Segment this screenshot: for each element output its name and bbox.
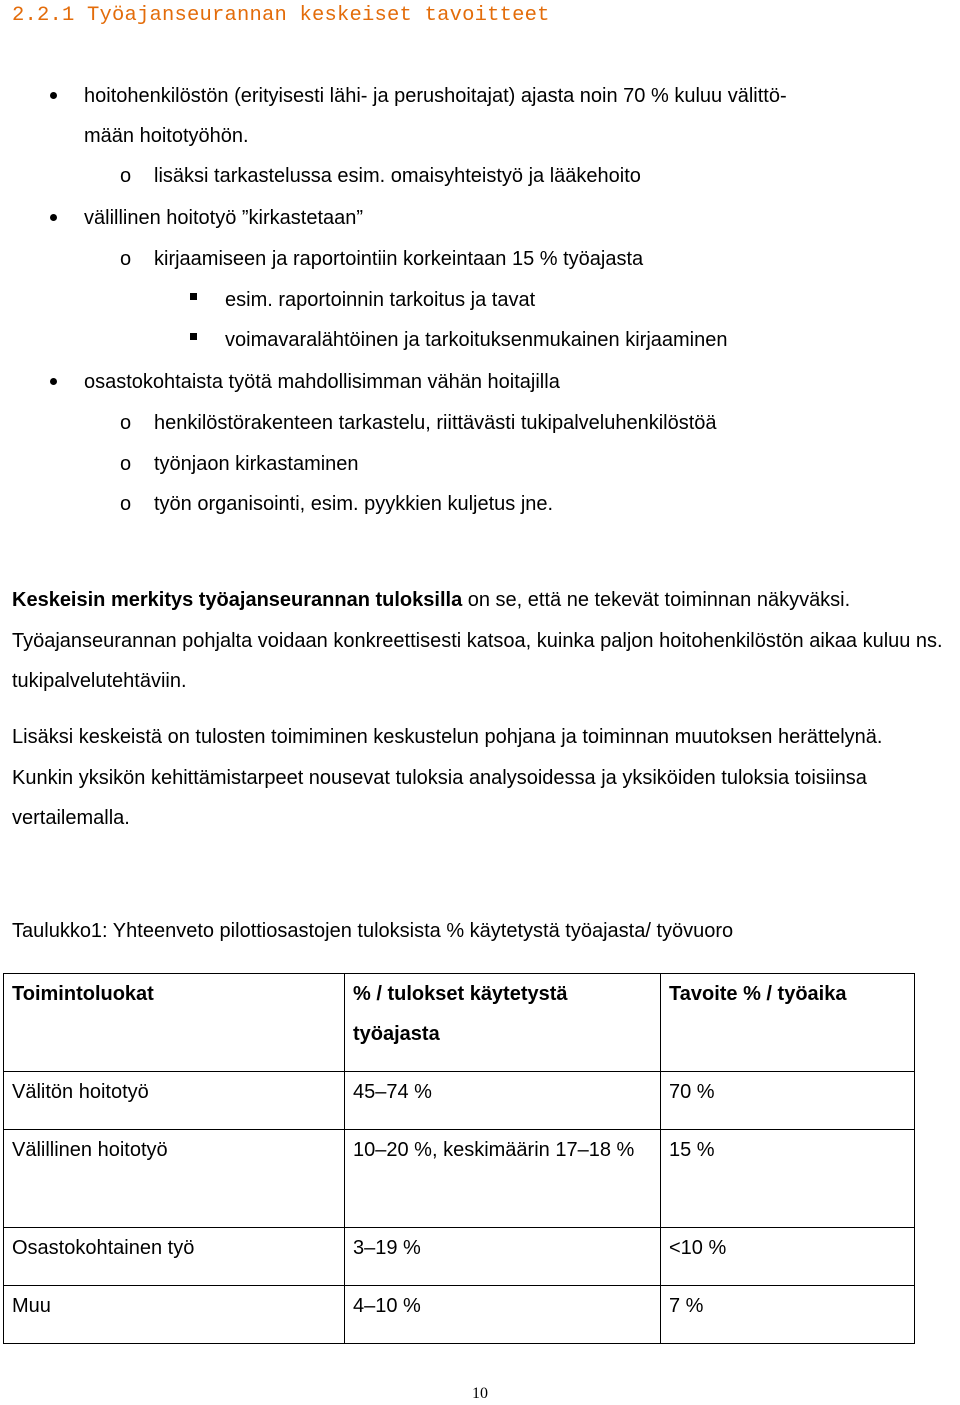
summary-table <box>3 973 915 1344</box>
table-cell: Välitön hoitotyö <box>4 1072 345 1130</box>
sub-bullet-marker: o <box>120 493 132 515</box>
bullet-3-sub-3: työn organisointi, esim. pyykkien kuljetus jne. <box>154 493 554 515</box>
table-cell: 45–74 % <box>345 1072 661 1130</box>
page-number: 10 <box>472 1385 488 1402</box>
table-cell: 4–10 % <box>345 1286 661 1344</box>
table-header-cell: Toimintoluokat <box>4 974 345 1072</box>
table-row <box>4 1286 915 1344</box>
bullet-2-sub-1-item-2: voimavaralähtöinen ja tarkoituksenmukainen kirjaaminen <box>225 329 728 351</box>
bullet-dot <box>50 92 57 99</box>
paragraph-1-rest: on se, että ne tekevät toiminnan näkyväksi. Työajanseurannan pohjalta voidaan konkreettisesti katsoa, kuinka paljon hoitohenkilöstön aikaa kuluu ns. tukipalvelutehtäviin. <box>12 589 943 692</box>
bullet-1-line-1: hoitohenkilöstön (erityisesti lähi- ja perushoitajat) ajasta noin 70 % kuluu välittö- <box>84 85 787 107</box>
table-cell: 3–19 % <box>345 1228 661 1286</box>
sub-bullet-marker: o <box>120 165 132 187</box>
bullet-1-line-2: mään hoitotyöhön. <box>84 125 249 147</box>
table-header-row <box>4 974 915 1072</box>
bullet-3-sub-1: henkilöstörakenteen tarkastelu, riittävästi tukipalveluhenkilöstöä <box>154 412 717 434</box>
paragraph-1-bold: Keskeisin merkitys työajanseurannan tuloksilla <box>12 589 463 611</box>
square-bullet <box>190 333 197 340</box>
bullet-dot <box>50 214 57 221</box>
table-cell: 70 % <box>661 1072 915 1130</box>
bullet-2: välillinen hoitotyö ”kirkastetaan” <box>84 207 364 229</box>
section-heading: 2.2.1 Työajanseurannan keskeiset tavoitteet <box>12 4 550 27</box>
bullet-3-sub-2: työnjaon kirkastaminen <box>154 453 359 475</box>
sub-bullet-marker: o <box>120 453 132 475</box>
table-cell: <10 % <box>661 1228 915 1286</box>
bullet-1-sub-1: lisäksi tarkastelussa esim. omaisyhteistyö ja lääkehoito <box>154 165 641 187</box>
sub-bullet-marker: o <box>120 248 132 270</box>
sub-bullet-marker: o <box>120 412 132 434</box>
table-cell: Välillinen hoitotyö <box>4 1130 345 1228</box>
paragraph-2: Lisäksi keskeistä on tulosten toimiminen keskustelun pohjana ja toiminnan muutoksen herättelynä. Kunkin yksikön kehittämistarpeet nousevat tuloksia analysoidessa ja yksiköiden tuloksia toisiinsa vertailemalla. <box>12 726 883 829</box>
bullet-dot <box>50 378 57 385</box>
table-row <box>4 1072 915 1130</box>
table-row <box>4 1228 915 1286</box>
bullet-3: osastokohtaista työtä mahdollisimman vähän hoitajilla <box>84 371 560 393</box>
bullet-2-sub-1: kirjaamiseen ja raportointiin korkeintaan 15 % työajasta <box>154 248 644 270</box>
table-caption: Taulukko1: Yhteenveto pilottiosastojen tuloksista % käytetystä työajasta/ työvuoro <box>12 920 734 942</box>
table-cell: 10–20 %, keskimäärin 17–18 % <box>345 1130 661 1228</box>
table-header-cell: % / tulokset käytetystä työajasta <box>345 974 661 1072</box>
square-bullet <box>190 293 197 300</box>
table-cell: 7 % <box>661 1286 915 1344</box>
table-cell: Muu <box>4 1286 345 1344</box>
table-row <box>4 1130 915 1228</box>
table-cell: Osastokohtainen työ <box>4 1228 345 1286</box>
table-cell: 15 % <box>661 1130 915 1228</box>
paragraph-1 <box>12 580 947 702</box>
bullet-2-sub-1-item-1: esim. raportoinnin tarkoitus ja tavat <box>225 289 536 311</box>
table-header-cell: Tavoite % / työaika <box>661 974 915 1072</box>
